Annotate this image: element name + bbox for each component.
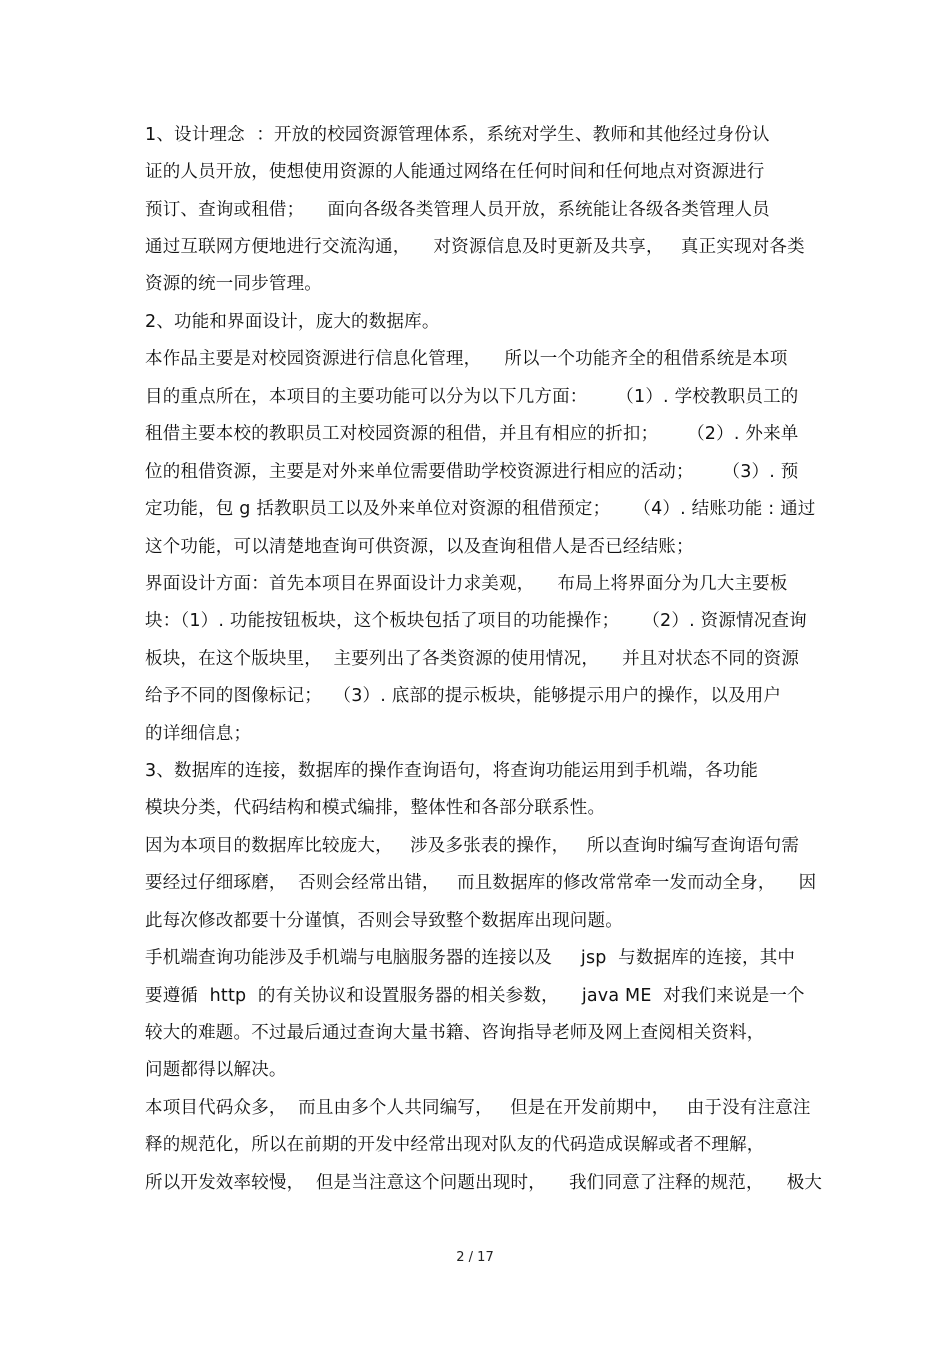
text-line: 预订、查询或租借； 面向各级各类管理人员开放，系统能让各级各类管理人员	[145, 200, 770, 220]
text-line: 目的重点所在，本项目的主要功能可以分为以下几方面： （1）. 学校教职员工的	[145, 387, 799, 407]
text-line: 资源的统一同步管理。	[145, 274, 322, 294]
text-line: 板块，在这个版块里， 主要列出了各类资源的使用情况， 并且对状态不同的资源	[145, 649, 800, 669]
text-line: 因为本项目的数据库比较庞大， 涉及多张表的操作， 所以查询时编写查询语句需	[145, 836, 800, 856]
text-line: 要经过仔细琢磨， 否则会经常出错， 而且数据库的修改常常牵一发而动全身， 因	[145, 873, 817, 893]
text-line: 界面设计方面：首先本项目在界面设计力求美观， 布局上将界面分为几大主要板	[145, 574, 788, 594]
text-line: 本项目代码众多， 而且由多个人共同编写， 但是在开发前期中， 由于没有注意注	[145, 1098, 811, 1118]
text-line: 位的租借资源，主要是对外来单位需要借助学校资源进行相应的活动； （3）. 预	[145, 462, 799, 482]
text-line: 较大的难题。不过最后通过查询大量书籍、咨询指导老师及网上查阅相关资料，	[145, 1023, 765, 1043]
page-number: 2 / 17	[456, 1250, 494, 1265]
text-line: 手机端查询功能涉及手机端与电脑服务器的连接以及 jsp 与数据库的连接，其中	[145, 948, 796, 968]
text-line: 模块分类，代码结构和模式编排，整体性和各部分联系性。	[145, 798, 606, 818]
text-line: 本作品主要是对校园资源进行信息化管理， 所以一个功能齐全的租借系统是本项	[145, 349, 788, 369]
text-line: 这个功能，可以清楚地查询可供资源，以及查询租借人是否已经结账；	[145, 537, 694, 557]
text-line: 2、功能和界面设计，庞大的数据库。	[145, 312, 440, 332]
text-line: 的详细信息；	[145, 724, 252, 744]
text-line: 3、数据库的连接，数据库的操作查询语句，将查询功能运用到手机端，各功能	[145, 761, 759, 781]
text-line: 要遵循 http 的有关协议和设置服务器的相关参数， java ME 对我们来说是一个	[145, 986, 805, 1006]
text-line: 所以开发效率较慢， 但是当注意这个问题出现时， 我们同意了注释的规范， 极大	[145, 1173, 823, 1193]
text-line: 1、设计理念 ：开放的校园资源管理体系，系统对学生、教师和其他经过身份认	[145, 125, 770, 145]
text-line: 证的人员开放，使想使用资源的人能通过网络在任何时间和任何地点对资源进行	[145, 162, 765, 182]
text-line: 给予不同的图像标记； （3）. 底部的提示板块，能够提示用户的操作，以及用户	[145, 686, 782, 706]
text-line: 块：（1）. 功能按钮板块，这个板块包括了项目的功能操作； （2）. 资源情况查询	[145, 611, 807, 631]
text-line: 问题都得以解决。	[145, 1060, 287, 1080]
text-line: 通过互联网方便地进行交流沟通， 对资源信息及时更新及共享， 真正实现对各类	[145, 237, 805, 257]
text-line: 此每次修改都要十分谨慎，否则会导致整个数据库出现问题。	[145, 911, 623, 931]
text-line: 定功能，包 g 括教职员工以及外来单位对资源的租借预定； （4）. 结账功能 : 通过	[145, 499, 816, 519]
text-line: 租借主要本校的教职员工对校园资源的租借，并且有相应的折扣； （2）. 外来单	[145, 424, 799, 444]
text-line: 释的规范化，所以在前期的开发中经常出现对队友的代码造成误解或者不理解，	[145, 1135, 765, 1155]
